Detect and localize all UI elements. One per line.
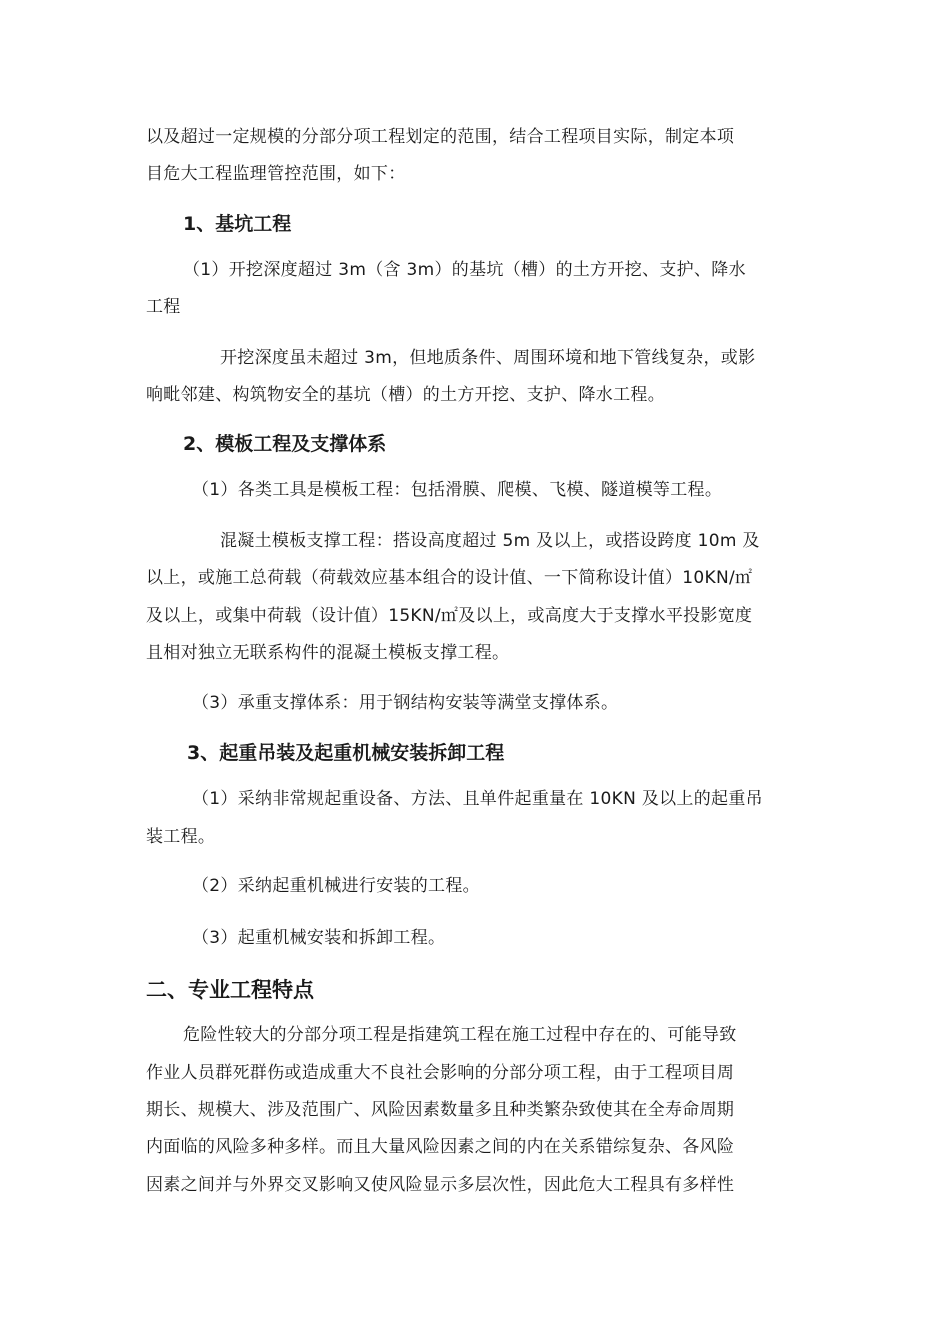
section2-line-5: 因素之间并与外界交叉影响又使风险显示多层次性，因此危大工程具有多样性 [146,1175,735,1195]
formwork-item2-line-3: 及以上，或集中荷载（设计值）15KN/㎡及以上，或高度大于支撑水平投影宽度 [146,606,753,626]
lifting-item3: （3）起重机械安装和拆卸工程。 [192,928,446,948]
heading-foundation: 1、基坑工程 [183,213,292,235]
formwork-item2-line-2: 以上，或施工总荷载（荷载效应基本组合的设计值、一下简称设计值）10KN/㎡ [146,568,753,588]
formwork-item2-line-1: 混凝土模板支撑工程：搭设高度超过 5m 及以上，或搭设跨度 10m 及 [220,531,760,551]
lifting-item2: （2）采纳起重机械进行安装的工程。 [192,876,480,896]
intro-line-2: 目危大工程监理管控范围，如下： [146,164,406,184]
heading-formwork: 2、模板工程及支撑体系 [183,433,387,455]
intro-line-1: 以及超过一定规模的分部分项工程划定的范围，结合工程项目实际，制定本项 [146,127,735,147]
foundation-item1-line-2: 工程 [146,297,181,317]
formwork-item1: （1）各类工具是模板工程：包括滑膜、爬模、飞模、隧道模等工程。 [192,480,723,500]
lifting-item1-line-2: 装工程。 [146,827,216,847]
section2-line-2: 作业人员群死群伤或造成重大不良社会影响的分部分项工程，由于工程项目周 [146,1063,735,1083]
foundation-item1-line-1: （1）开挖深度超过 3m（含 3m）的基坑（槽）的土方开挖、支护、降水 [183,260,746,280]
lifting-item1-line-1: （1）采纳非常规起重设备、方法、且单件起重量在 10KN 及以上的起重吊 [192,789,763,809]
foundation-item2-line-2: 响毗邻建、构筑物安全的基坑（槽）的土方开挖、支护、降水工程。 [146,385,665,405]
foundation-item2-line-1: 开挖深度虽未超过 3m，但地质条件、周围环境和地下管线复杂，或影 [220,348,756,368]
formwork-item2-line-4: 且相对独立无联系构件的混凝土模板支撑工程。 [146,643,510,663]
section2-line-4: 内面临的风险多种多样。而且大量风险因素之间的内在关系错综复杂、各风险 [146,1137,735,1157]
heading-lifting: 3、起重吊装及起重机械安装拆卸工程 [187,742,505,764]
formwork-item3: （3）承重支撑体系：用于钢结构安装等满堂支撑体系。 [192,693,619,713]
section2-line-1: 危险性较大的分部分项工程是指建筑工程在施工过程中存在的、可能导致 [183,1025,737,1045]
section2-line-3: 期长、规模大、涉及范围广、风险因素数量多且种类繁杂致使其在全寿命周期 [146,1100,735,1120]
heading-section-2: 二、专业工程特点 [146,978,314,1002]
